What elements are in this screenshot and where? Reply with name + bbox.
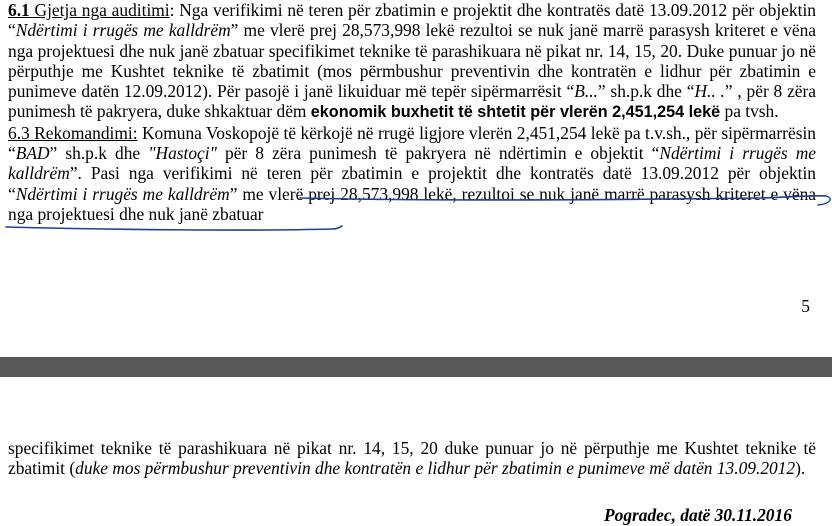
page-1-text xyxy=(8,0,816,224)
object-name: Ndërtimi i rrugës me kalldrëm xyxy=(15,20,231,41)
contractor-hastoci: "Hastoçi" xyxy=(148,143,217,164)
place-date-line: Pogradec, datë 30.11.2016 xyxy=(604,505,792,525)
page-2-text xyxy=(8,438,816,479)
damage-amount: ekonomik buxhetit të shtetit për vlerën 2,451,254 lekë xyxy=(310,103,721,122)
recommendation-paragraph: 6.3 Rekomandimi: Komuna Voskopojë të kërkojë në rrugë ligjore vlerën 2,451,254 lekë pa t.v.sh., për sipërmarrësin “BAD” sh.p.k dhe "Hastoçi" për 8 zëra punimesh të pakryera në ndërtimin e objektit “Ndërtimi i rrugës me kalldrëm”. Pasi nga verifikimi në teren për zbatimin e projektit dhe kontratës datë 13.09.2012 për objektin “Ndërtimi i rrugës me kalldrëm” me vlerë prej 28,573,998 lekë, rezultoi se nuk janë marrë parasysh kriteret e vëna nga projektuesi dhe nuk janë zbatuar xyxy=(8,122,817,224)
contractor-b: B... xyxy=(574,81,598,102)
object-name: Ndërtimi i rrugës me kalldrëm xyxy=(15,183,230,204)
object-name: Ndërtimi i rrugës me kalldrëm xyxy=(8,143,817,184)
contractor-bad: BAD xyxy=(15,143,50,164)
page-number: 5 xyxy=(801,296,810,316)
contractor-h: H.. . xyxy=(694,81,725,102)
findings-paragraph: 6.1 Gjetja nga auditimi: Nga verifikimi në teren për zbatimin e projektit dhe kontratës datë 13.09.2012 për objektin “Ndërtimi i rrugës me kalldrëm” me vlerë prej 28,573,998 lekë rezultoi se nuk janë marrë parasysh kriteret e vëna nga projektuesi dhe nuk janë zbatuar specifikimet teknike të parashikuara në pikat nr. 14, 15, 20. Duke punuar jo në përputhje me Kushtet teknike të zbatimit (mos përmbushur preventivin dhe kontratën e lidhur për zbatimin e punimeve datën 12.09.2012). Për pasojë i janë likuiduar më tepër sipërmarrësit “B...” sh.p.k dhe “H.. .” , për 8 zëra punimesh të pakryera, duke shkaktuar dëm ekonomik buxhetit të shtetit për vlerën 2,451,254 lekë pa tvsh. xyxy=(8,0,817,122)
continuation-paragraph: specifikimet teknike të parashikuara në pikat nr. 14, 15, 20 duke punuar jo në përputhje me Kushtet teknike të zbatimit (duke mos përmbushur preventivin dhe kontratën e lidhur për zbatimin e punimeve më datën 13.09.2012). xyxy=(8,438,816,479)
recommendation-heading: 6.3 Rekomandimi: xyxy=(8,122,138,143)
findings-heading: 6.1 Gjetja nga auditimi xyxy=(8,0,170,20)
page-separator xyxy=(0,357,832,377)
italic-clause: duke mos përmbushur preventivin dhe kontratën e lidhur për zbatimin e punimeve më datën 13.09.2012 xyxy=(75,458,796,479)
